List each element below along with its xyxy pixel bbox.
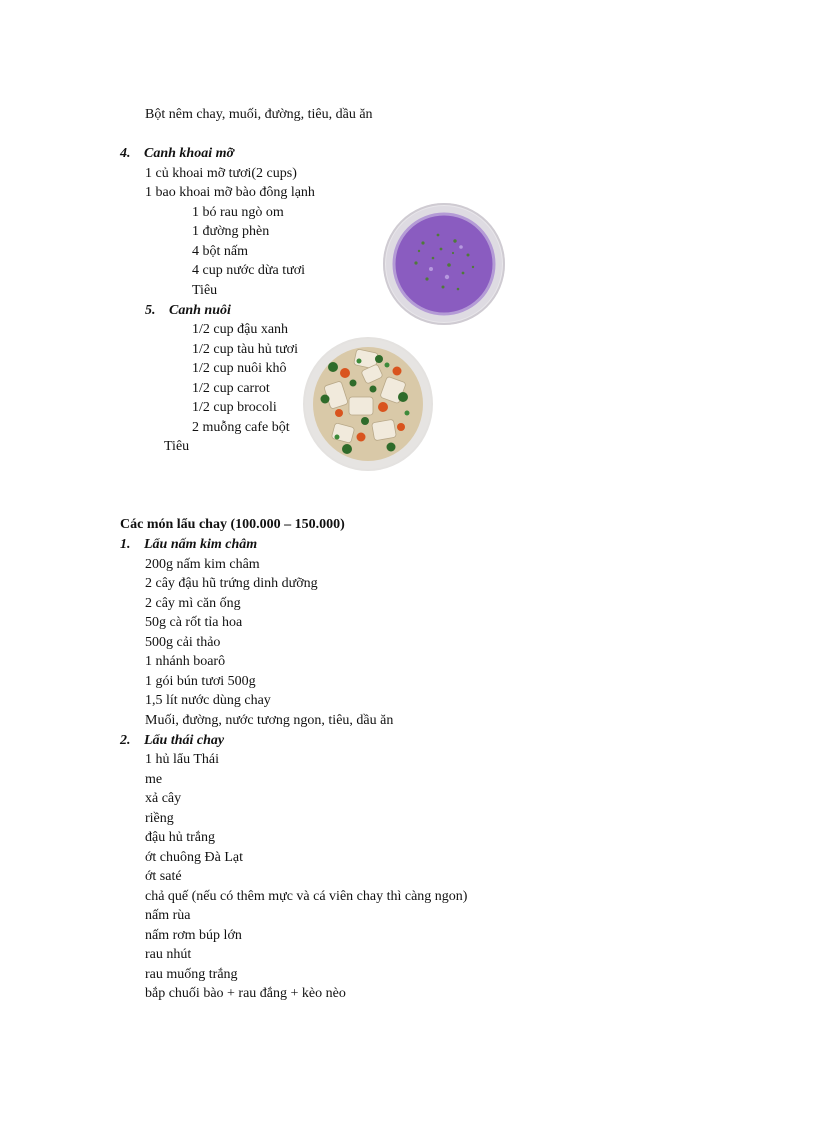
ingredient-line: 4 cup nước dừa tươi [192, 263, 305, 278]
recipe-title: Canh khoai mỡ [144, 146, 234, 161]
recipe-number: 2. [120, 733, 131, 748]
section-title: Các món lẩu chay (100.000 – 150.000) [120, 517, 345, 532]
ingredient-line: me [145, 772, 163, 787]
ingredient-line: riềng [145, 811, 174, 826]
ingredient-line: 1 gói bún tươi 500g [145, 674, 256, 689]
recipe-heading [120, 731, 224, 750]
purple-soup-photo [383, 203, 505, 325]
ingredient-line: Tiêu [192, 283, 218, 298]
ingredient-line: Tiêu [164, 439, 190, 454]
ingredient-line: 1/2 cup đậu xanh [192, 322, 289, 337]
ingredient-line: 1/2 cup carrot [192, 381, 270, 396]
recipe-heading [120, 535, 257, 554]
ingredient-line: chả quế (nếu có thêm mực và cá viên chay thì càng ngon) [145, 889, 468, 904]
ingredient-line: 1 củ khoai mỡ tươi(2 cups) [145, 166, 297, 181]
recipe-heading [120, 144, 234, 163]
recipe-number: 5. [145, 303, 156, 318]
ingredient-line: 1,5 lít nước dùng chay [145, 693, 271, 708]
recipe-title: Lẩu nấm kim châm [144, 537, 258, 552]
ingredient-line: ớt saté [145, 869, 182, 884]
ingredient-line: 50g cà rốt tỉa hoa [145, 615, 243, 630]
ingredient-line: 2 muỗng cafe bột [192, 420, 290, 435]
ingredient-line: rau nhút [145, 947, 192, 962]
ingredient-line: 1 bao khoai mỡ bào đông lạnh [145, 185, 315, 200]
recipe-number: 4. [120, 146, 131, 161]
ingredient-line: nấm rùa [145, 908, 191, 923]
recipe-heading [145, 301, 231, 320]
ingredient-line: 1 bó rau ngò om [192, 205, 284, 220]
ingredient-line: 4 bột nấm [192, 244, 248, 259]
ingredient-line: 1 nhánh boarô [145, 654, 226, 669]
ingredient-line: nấm rơm búp lớn [145, 928, 242, 943]
ingredient-line: 1 đường phèn [192, 224, 270, 239]
ingredient-line: Muối, đường, nước tương ngon, tiêu, dầu ăn [145, 713, 394, 728]
purple-soup-illustration [383, 203, 505, 325]
ingredient-line: bắp chuối bào + rau đắng + kèo nèo [145, 986, 346, 1001]
ingredient-line: đậu hủ trắng [145, 830, 215, 845]
ingredient-line: 2 cây đậu hũ trứng dinh dưỡng [145, 576, 318, 591]
ingredient-line: ớt chuông Đà Lạt [145, 850, 243, 865]
ingredient-line: 1/2 cup tàu hủ tươi [192, 342, 298, 357]
noodle-soup-illustration [303, 337, 433, 471]
ingredient-line: 1/2 cup brocoli [192, 400, 277, 415]
ingredient-line: Bột nêm chay, muối, đường, tiêu, dầu ăn [145, 107, 373, 122]
recipe-number: 1. [120, 537, 131, 552]
recipe-title: Canh nuôi [169, 303, 231, 318]
ingredient-line: 1/2 cup nuôi khô [192, 361, 287, 376]
ingredient-line: xả cây [145, 791, 182, 806]
ingredient-line: 1 hủ lẩu Thái [145, 752, 220, 767]
ingredient-line: 2 cây mì căn ống [145, 596, 241, 611]
noodle-soup-photo [303, 337, 433, 471]
ingredient-line: 200g nấm kim châm [145, 557, 260, 572]
ingredient-line: 500g cải thảo [145, 635, 221, 650]
ingredient-line: rau muống trắng [145, 967, 238, 982]
recipe-title: Lẩu thái chay [144, 733, 225, 748]
